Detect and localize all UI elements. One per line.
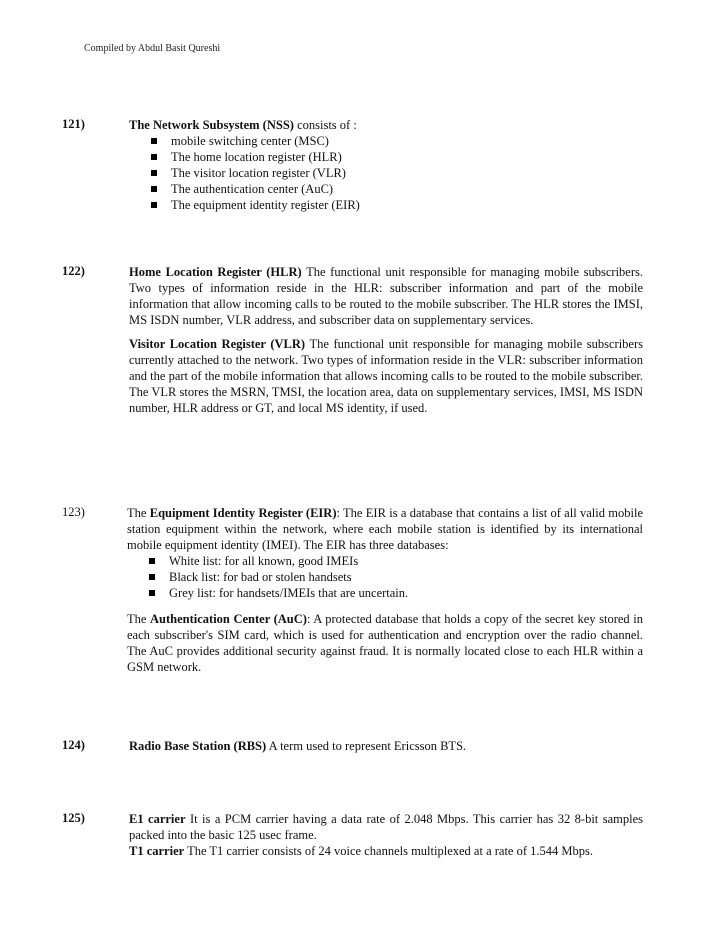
list-item: The authentication center (AuC) (129, 181, 643, 197)
list-item: Black list: for bad or stolen handsets (127, 569, 643, 585)
answer-124 (129, 738, 643, 754)
question-number-121: 121) (62, 117, 85, 131)
bullet-square-icon (151, 138, 157, 144)
list-item: The home location register (HLR) (129, 149, 643, 165)
bullet-square-icon (149, 590, 155, 596)
eir-paragraph: The Equipment Identity Register (EIR): The EIR is a database that contains a list of all valid mobile station equipment within the network, where each mobile station is identified by its international mobile equipment identity (IMEI). The EIR has three databases: (127, 506, 643, 552)
answer-121 (129, 117, 643, 213)
hlr-paragraph: Home Location Register (HLR) The functional unit responsible for managing mobile subscribers. Two types of information reside in the HLR: subscriber information and part of the mobile information that allow incoming calls to be routed to the mobile subscriber. The HLR stores the IMSI, MS ISDN number, VLR address, and subscriber data on supplementary services. (129, 265, 644, 327)
bullet-square-icon (151, 202, 157, 208)
rbs-text: A term used to represent Ericsson BTS. (266, 739, 467, 753)
auc-paragraph: The Authentication Center (AuC): A protected database that holds a copy of the secret key stored in each subscriber's SIM card, which is used for authentication and encryption over the radio channel. The AuC provides additional security against fraud. It is normally located close to each HLR within a GSM network. (127, 612, 643, 674)
page-header: Compiled by Abdul Basit Qureshi (84, 43, 221, 54)
bullet-square-icon (151, 170, 157, 176)
e1-paragraph: E1 carrier It is a PCM carrier having a data rate of 2.048 Mbps. This carrier has 32 8-bit samples packed into the basic 125 usec frame. (129, 812, 643, 842)
answer-122 (129, 264, 643, 416)
question-number-125: 125) (62, 811, 85, 825)
list-item: Grey list: for handsets/IMEIs that are uncertain. (127, 585, 643, 601)
question-number-122: 122) (62, 264, 85, 278)
answer-123 (127, 505, 643, 675)
list-item: White list: for all known, good IMEIs (127, 553, 643, 569)
list-item: mobile switching center (MSC) (129, 133, 643, 149)
vlr-paragraph: Visitor Location Register (VLR) The functional unit responsible for managing mobile subscribers currently attached to the network. Two types of information reside in the VLR: subscriber information and the part of the mobile information that allows incoming calls to be routed to the mobile subscriber. The VLR stores the MSRN, TMSI, the location area, data on supplementary services, IMSI, MS ISDN number, HLR address or GT, and local MS identity, if used. (129, 337, 643, 415)
question-number-124: 124) (62, 738, 85, 752)
answer-125 (129, 811, 643, 859)
bullet-square-icon (151, 186, 157, 192)
nss-text: consists of : (293, 118, 357, 132)
list-item: The visitor location register (VLR) (129, 165, 643, 181)
t1-paragraph: T1 carrier The T1 carrier consists of 24 voice channels multiplexed at a rate of 1.544 Mbps. (129, 844, 593, 858)
bullet-square-icon (151, 154, 157, 160)
eir-database-list (127, 553, 643, 601)
bullet-square-icon (149, 574, 155, 580)
question-number-123: 123) (62, 505, 85, 519)
nss-component-list (129, 133, 643, 213)
rbs-title: Radio Base Station (RBS) (129, 739, 267, 753)
nss-title: The Network Subsystem (NSS) (129, 118, 294, 132)
bullet-square-icon (149, 558, 155, 564)
list-item: The equipment identity register (EIR) (129, 197, 643, 213)
